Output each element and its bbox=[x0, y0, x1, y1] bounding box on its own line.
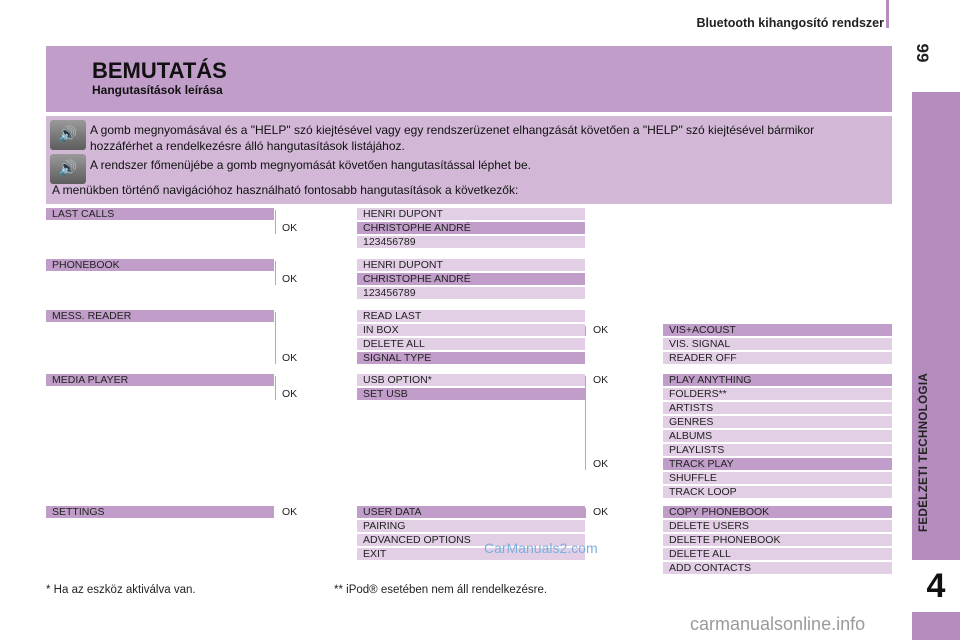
section-subtitle: Hangutasítások leírása bbox=[92, 83, 223, 97]
media-player-sub-item: TRACK LOOP bbox=[663, 486, 892, 498]
ok-command: OK bbox=[593, 374, 609, 386]
footnote-usb: * Ha az eszköz aktiválva van. bbox=[46, 584, 196, 596]
mess-reader-item: READ LAST bbox=[357, 310, 585, 322]
section-title: BEMUTATÁS bbox=[92, 58, 227, 83]
mess-reader-item: DELETE ALL bbox=[357, 338, 585, 350]
chapter-sidebar-label: FEDÉLZETI TECHNOLÓGIA bbox=[918, 372, 930, 532]
connector-line bbox=[585, 376, 586, 470]
media-player-sub-item: ALBUMS bbox=[663, 430, 892, 442]
media-player-item: USB OPTION* bbox=[357, 374, 585, 386]
phonebook-item: 123456789 bbox=[357, 287, 585, 299]
phonebook-item: CHRISTOPHE ANDRÉ bbox=[357, 273, 585, 285]
ok-command: OK bbox=[282, 506, 298, 518]
media-player-sub-item: GENRES bbox=[663, 416, 892, 428]
last-calls-item: CHRISTOPHE ANDRÉ bbox=[357, 222, 585, 234]
intro-text-navigation: A menükben történő navigációhoz használható fontosabb hangutasítások a következők: bbox=[52, 183, 519, 197]
media-player-sub-item: ARTISTS bbox=[663, 402, 892, 414]
settings-item: USER DATA bbox=[357, 506, 585, 518]
ok-command: OK bbox=[282, 388, 298, 400]
connector-line bbox=[585, 326, 586, 336]
header-divider bbox=[886, 0, 889, 28]
settings-sub-item: ADD CONTACTS bbox=[663, 562, 892, 574]
page-header-title: Bluetooth kihangosító rendszer bbox=[696, 16, 884, 30]
menu-last-calls: LAST CALLS bbox=[46, 208, 274, 220]
last-calls-item: 123456789 bbox=[357, 236, 585, 248]
media-player-sub-item: PLAY ANYTHING bbox=[663, 374, 892, 386]
ok-command: OK bbox=[593, 506, 609, 518]
media-player-item: SET USB bbox=[357, 388, 585, 400]
settings-item: EXIT bbox=[357, 548, 585, 560]
settings-sub-item: DELETE ALL bbox=[663, 548, 892, 560]
ok-command: OK bbox=[282, 222, 298, 234]
watermark-carmanualsonline: carmanualsonline.info bbox=[690, 614, 866, 634]
watermark-carmanuals2: CarManuals2.com bbox=[484, 540, 598, 556]
media-player-sub-item: PLAYLISTS bbox=[663, 444, 892, 456]
ok-command: OK bbox=[282, 352, 298, 364]
menu-settings: SETTINGS bbox=[46, 506, 274, 518]
intro-text-main-menu: A rendszer főmenüjébe a gomb megnyomását követően hangutasítással léphet be. bbox=[90, 158, 531, 172]
menu-mess-reader: MESS. READER bbox=[46, 310, 274, 322]
intro-text-help: A gomb megnyomásával és a "HELP" szó kiejtésével vagy egy rendszerüzenet elhangzását követően a "HELP" szó kiejtésével bármikor hozzáférhet a rendelkezésre álló hangutasítások listájához. bbox=[90, 123, 815, 153]
settings-sub-item: DELETE PHONEBOOK bbox=[663, 534, 892, 546]
mess-reader-item: IN BOX bbox=[357, 324, 585, 336]
phonebook-item: HENRI DUPONT bbox=[357, 259, 585, 271]
mess-reader-sub-item: READER OFF bbox=[663, 352, 892, 364]
connector-line bbox=[585, 508, 586, 518]
media-player-sub-item: TRACK PLAY bbox=[663, 458, 892, 470]
settings-sub-item: DELETE USERS bbox=[663, 520, 892, 532]
ok-command: OK bbox=[282, 273, 298, 285]
footnote-ipod: ** iPod® esetében nem áll rendelkezésre. bbox=[334, 584, 548, 596]
page-number: 99 bbox=[913, 43, 932, 63]
media-player-sub-item: SHUFFLE bbox=[663, 472, 892, 484]
chapter-number: 4 bbox=[926, 567, 946, 605]
last-calls-item: HENRI DUPONT bbox=[357, 208, 585, 220]
voice-command-icon: 🔊 bbox=[50, 120, 86, 150]
mess-reader-sub-item: VIS+ACOUST bbox=[663, 324, 892, 336]
media-player-sub-item: FOLDERS** bbox=[663, 388, 892, 400]
ok-command: OK bbox=[593, 458, 609, 470]
settings-sub-item: COPY PHONEBOOK bbox=[663, 506, 892, 518]
settings-item: PAIRING bbox=[357, 520, 585, 532]
voice-command-icon: 🔊 bbox=[50, 154, 86, 184]
settings-item: ADVANCED OPTIONS bbox=[357, 534, 585, 546]
ok-command: OK bbox=[593, 324, 609, 336]
menu-media-player: MEDIA PLAYER bbox=[46, 374, 274, 386]
mess-reader-item: SIGNAL TYPE bbox=[357, 352, 585, 364]
menu-phonebook: PHONEBOOK bbox=[46, 259, 274, 271]
mess-reader-sub-item: VIS. SIGNAL bbox=[663, 338, 892, 350]
